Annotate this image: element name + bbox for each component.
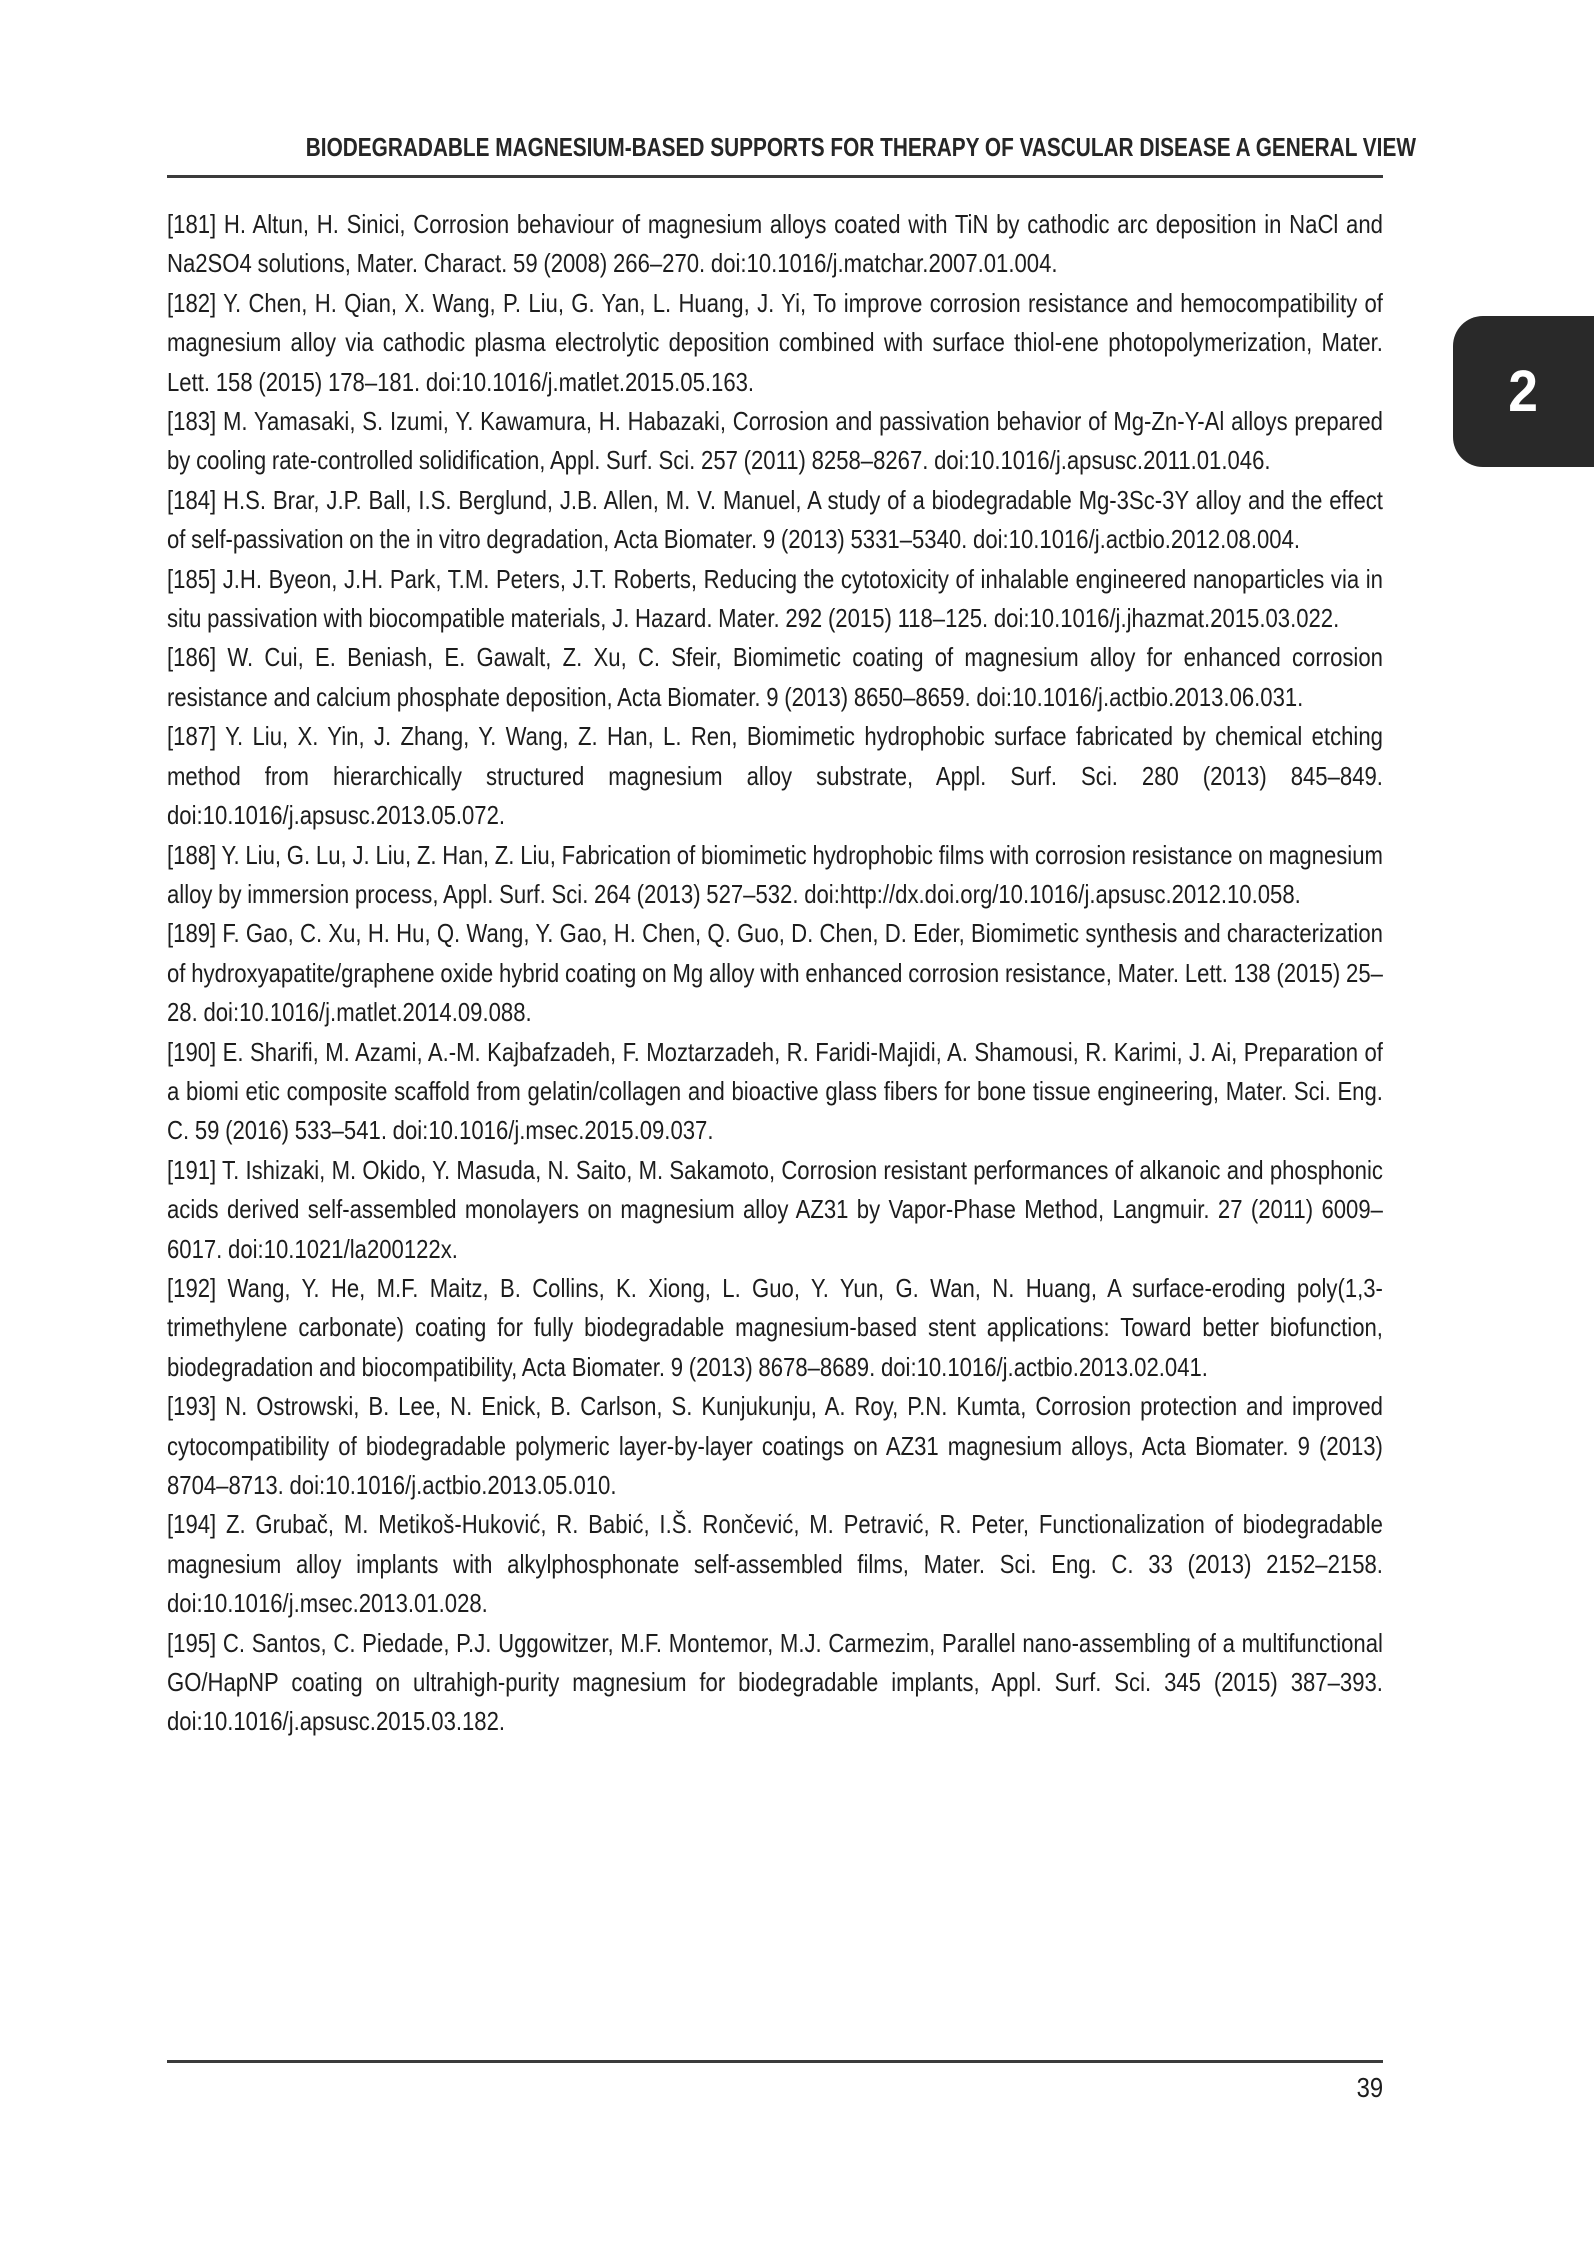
- reference-item: [194] Z. Grubač, M. Metikoš-Huković, R. Babić, I.Š. Rončević, M. Petravić, R. Peter, Functionalization of biodegradable magnesium alloy implants with alkylphosphonate self-assembled films, Mater. Sci. Eng. C. 33 (2013) 2152–2158. doi:10.1016/j.msec.2013.01.028.: [167, 1509, 1383, 1619]
- reference-item: [181] H. Altun, H. Sinici, Corrosion behaviour of magnesium alloys coated with TiN by cathodic arc deposition in NaCl and Na2SO4 solutions, Mater. Charact. 59 (2008) 266–270. doi:10.1016/j.matchar.2007.01.004.: [167, 209, 1383, 279]
- page-number: [167, 2072, 1383, 2104]
- footer-rule: [167, 2060, 1383, 2063]
- reference-item: [184] H.S. Brar, J.P. Ball, I.S. Berglund, J.B. Allen, M. V. Manuel, A study of a biodegradable Mg-3Sc-3Y alloy and the effect of self-passivation on the in vitro degradation, Acta Biomater. 9 (2013) 5331–5340. doi:10.1016/j.actbio.2012.08.004.: [167, 484, 1383, 555]
- running-head-title: [167, 131, 1416, 168]
- reference-item: [188] Y. Liu, G. Lu, J. Liu, Z. Han, Z. Liu, Fabrication of biomimetic hydrophobic films with corrosion resistance on magnesium alloy by immersion process, Appl. Surf. Sci. 264 (2013) 527–532. doi:http://dx.doi.org/10.1016/j.apsusc.2012.10.058.: [167, 839, 1383, 909]
- reference-item: [187] Y. Liu, X. Yin, J. Zhang, Y. Wang, Z. Han, L. Ren, Biomimetic hydrophobic surface fabricated by chemical etching method from hierarchically structured magnesium alloy substrate, Appl. Surf. Sci. 280 (2013) 845–849. doi:10.1016/j.apsusc.2013.05.072.: [167, 721, 1383, 831]
- page-number-text: 39: [1356, 2072, 1383, 2103]
- reference-item: [189] F. Gao, C. Xu, H. Hu, Q. Wang, Y. Gao, H. Chen, Q. Guo, D. Chen, D. Eder, Biomimetic synthesis and characterization of hydroxyapatite/graphene oxide hybrid coating on Mg alloy with enhanced corrosion resistance, Mater. Lett. 138 (2015) 25–28. doi:10.1016/j.matlet.2014.09.088.: [167, 918, 1383, 1028]
- reference-item: [183] M. Yamasaki, S. Izumi, Y. Kawamura, H. Habazaki, Corrosion and passivation behavior of Mg-Zn-Y-Al alloys prepared by cooling rate-controlled solidification, Appl. Surf. Sci. 257 (2011) 8258–8267. doi:10.1016/j.apsusc.2011.01.046.: [167, 406, 1383, 476]
- reference-item: [182] Y. Chen, H. Qian, X. Wang, P. Liu, G. Yan, L. Huang, J. Yi, To improve corrosion resistance and hemocompatibility of magnesium alloy via cathodic plasma electrolytic deposition combined with surface thiol-ene photopolymerization, Mater. Lett. 158 (2015) 178–181. doi:10.1016/j.matlet.2015.05.163.: [167, 287, 1383, 397]
- chapter-tab: [1453, 316, 1594, 467]
- header-rule: [167, 175, 1383, 178]
- chapter-number: 2: [1508, 359, 1539, 424]
- reference-item: [185] J.H. Byeon, J.H. Park, T.M. Peters, J.T. Roberts, Reducing the cytotoxicity of inhalable engineered nanoparticles via in situ passivation with biocompatible materials, J. Hazard. Mater. 292 (2015) 118–125. doi:10.1016/j.jhazmat.2015.03.022.: [167, 563, 1383, 634]
- reference-item: [195] C. Santos, C. Piedade, P.J. Uggowitzer, M.F. Montemor, M.J. Carmezim, Parallel nano-assembling of a multifunctional GO/HapNP coating on ultrahigh-purity magnesium for biodegradable implants, Appl. Surf. Sci. 345 (2015) 387–393. doi:10.1016/j.apsusc.2015.03.182.: [167, 1627, 1383, 1737]
- reference-item: [186] W. Cui, E. Beniash, E. Gawalt, Z. Xu, C. Sfeir, Biomimetic coating of magnesium alloy for enhanced corrosion resistance and calcium phosphate deposition, Acta Biomater. 9 (2013) 8650–8659. doi:10.1016/j.actbio.2013.06.031.: [167, 642, 1383, 712]
- reference-item: [192] Wang, Y. He, M.F. Maitz, B. Collins, K. Xiong, L. Guo, Y. Yun, G. Wan, N. Huang, A surface-eroding poly(1,3-trimethylene carbonate) coating for fully biodegradable magnesium-based stent applications: Toward better biofunction, biodegradation and biocompatibility, Acta Biomater. 9 (2013) 8678–8689. doi:10.1016/j.actbio.2013.02.041.: [167, 1272, 1383, 1382]
- reference-item: [193] N. Ostrowski, B. Lee, N. Enick, B. Carlson, S. Kunjukunju, A. Roy, P.N. Kumta, Corrosion protection and improved cytocompatibility of biodegradable polymeric layer-by-layer coatings on AZ31 magnesium alloys, Acta Biomater. 9 (2013) 8704–8713. doi:10.1016/j.actbio.2013.05.010.: [167, 1391, 1383, 1500]
- references-list: [167, 205, 1383, 1742]
- reference-item: [191] T. Ishizaki, M. Okido, Y. Masuda, N. Saito, M. Sakamoto, Corrosion resistant performances of alkanoic and phosphonic acids derived self-assembled monolayers on magnesium alloy AZ31 by Vapor-Phase Method, Langmuir. 27 (2011) 6009–6017. doi:10.1021/la200122x.: [167, 1154, 1383, 1264]
- reference-item: [190] E. Sharifi, M. Azami, A.-M. Kajbafzadeh, F. Moztarzadeh, R. Faridi-Majidi, A. Shamousi, R. Karimi, J. Ai, Preparation of a biomi etic composite scaffold from gelatin/collagen and bioactive glass fibers for bone tissue engineering, Mater. Sci. Eng. C. 59 (2016) 533–541. doi:10.1016/j.msec.2015.09.037.: [167, 1036, 1383, 1146]
- running-head-text: BIODEGRADABLE MAGNESIUM-BASED SUPPORTS FOR THERAPY OF VASCULAR DISEASE A GENERAL VIEW: [305, 132, 1416, 162]
